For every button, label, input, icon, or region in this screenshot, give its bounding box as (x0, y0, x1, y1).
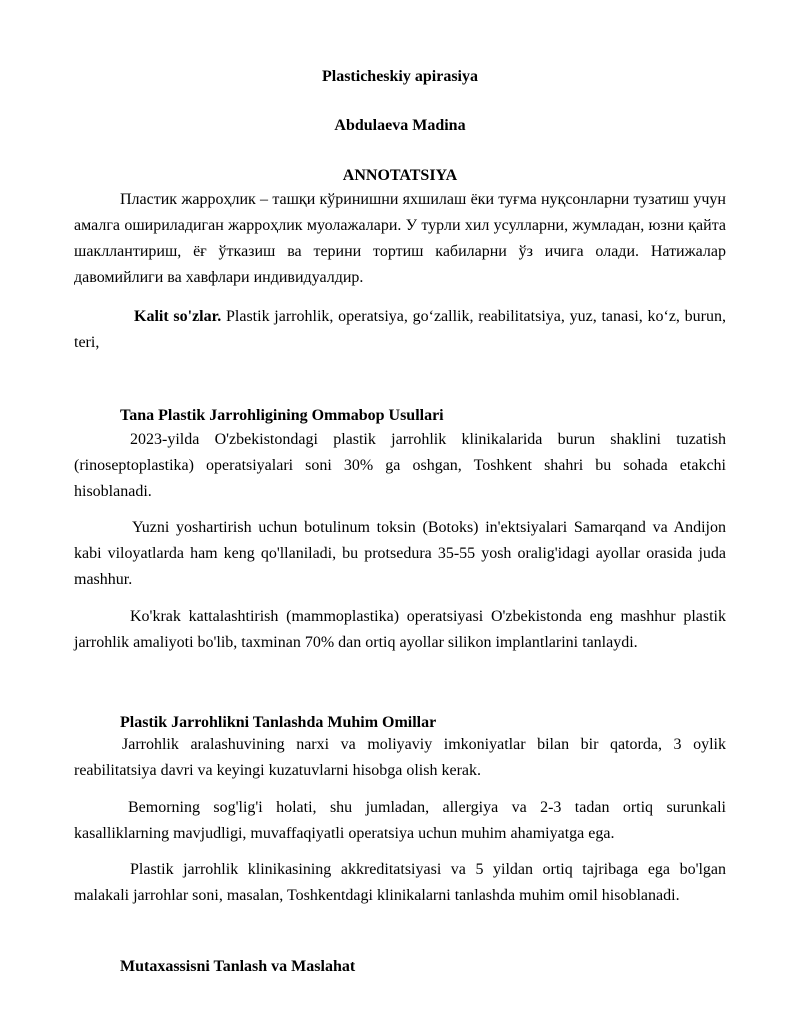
annotation-heading: ANNOTATSIYA (342, 167, 458, 184)
section2-paragraph-1: Jarrohlik aralashuvining narxi va moliyaviy imkoniyatlar bilan bir qatorda, 3 oylik reabilitatsiya davri va keyingi kuzatuvlarni hisobga olish kerak. (74, 736, 726, 779)
keywords-text: Plastik jarrohlik, operatsiya, go‘zallik, reabilitatsiya, yuz, tanasi, ko‘z, burun, teri, (74, 308, 727, 351)
section2-paragraph-2: Bemorning sog'lig'i holati, shu jumladan, allergiya va 2-3 tadan ortiq surunkali kasalliklarning mavjudligi, muvaffaqiyatli operatsiya uchun muhim ahamiyatga ega. (74, 799, 726, 842)
section2-paragraph-3: Plastik jarrohlik klinikasining akkreditatsiyasi va 5 yildan ortiq tajribaga ega bo'lgan malakali jarrohlar soni, masalan, Toshkentdagi klinikalarni tanlashda muhim omil hisoblanadi. (74, 861, 726, 904)
section-heading-popular-methods: Tana Plastik Jarrohligining Ommabop Usullari (120, 407, 444, 424)
keywords-label: Kalit so'zlar. (134, 308, 222, 325)
document-title: Plasticheskiy apirasiya (321, 68, 478, 85)
section-heading-specialist: Mutaxassisni Tanlash va Maslahat (120, 958, 356, 975)
section-heading-important-factors: Plastik Jarrohlikni Tanlashda Muhim Omillar (120, 714, 437, 731)
annotation-paragraph: Пластик жарроҳлик – ташқи кўринишни яхшилаш ёки туғма нуқсонларни тузатиш учун амалга ошириладиган жарроҳлик муолажалари. У турли хил усулларни, жумладан, юзни қайта шакллантириш, ёғ ўтказиш ва терини тортиш кабиларни ўз ичига олади. Натижалар давомийлиги ва хавфлари индивидуалдир. (74, 191, 726, 286)
section1-paragraph-2: Yuzni yoshartirish uchun botulinum toksin (Botoks) in'ektsiyalari Samarqand va Andijon kabi viloyatlarda ham keng qo'llaniladi, bu protsedura 35-55 yosh oralig'idagi ayollar orasida juda mashhur. (74, 519, 726, 588)
section1-paragraph-1: 2023-yilda O'zbekistondagi plastik jarrohlik klinikalarida burun shaklini tuzatish (rinoseptoplastika) operatsiyalari soni 30% ga oshgan, Toshkent shahri bu sohada etakchi hisoblanadi. (74, 431, 726, 500)
author-name: Abdulaeva Madina (334, 117, 466, 134)
keywords-paragraph (74, 304, 726, 356)
section1-paragraph-3: Ko'krak kattalashtirish (mammoplastika) operatsiyasi O'zbekistonda eng mashhur plastik jarrohlik amaliyoti bo'lib, taxminan 70% dan ortiq ayollar silikon implantlarini tanlaydi. (74, 608, 726, 651)
